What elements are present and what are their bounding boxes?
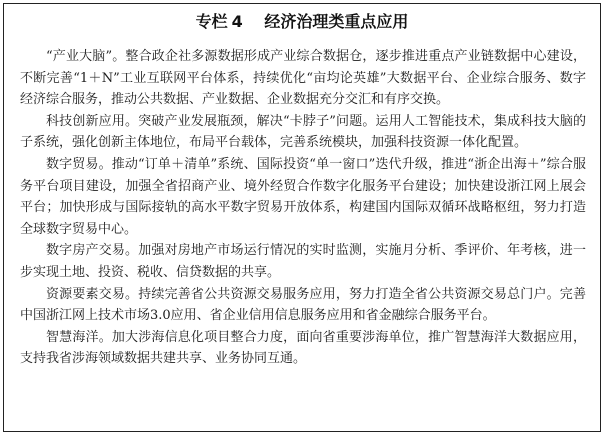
paragraph-digital-trade: 数字贸易。推动“订单＋清单”系统、国际投资“单一窗口”迭代升级，推进“浙企出海＋”综合服务平台项目建设，加强全省招商产业、境外经贸合作数字化服务平台建设；加快建设浙江网上展会平台；加快形成与国际接轨的高水平数字贸易开放体系，构建国内国际双循环战略枢纽，努力打造全球数字贸易中心。 bbox=[20, 156, 586, 237]
paragraph-digital-real-estate: 数字房产交易。加强对房地产市场运行情况的实时监测，实施月分析、季评价、年考核，进一步实现土地、投资、税收、信贷数据的共享。 bbox=[20, 243, 586, 280]
paragraph-tech-innovation: 科技创新应用。突破产业发展瓶颈，解决“卡脖子”问题。运用人工智能技术，集成科技大脑的子系统，强化创新主体地位，布局平台载体，完善系统模块，加强科技资源一体化配置。 bbox=[20, 113, 586, 151]
box-content bbox=[20, 46, 586, 370]
box-title bbox=[4, 11, 600, 33]
paragraph-resource-trading: 资源要素交易。持续完善省公共资源交易服务应用，努力打造全省公共资源交易总门户。完善中国浙江网上技术市场3.0应用、省企业信用信息服务应用和省金融综合服务平台。 bbox=[20, 286, 586, 324]
title-prefix: 专栏 bbox=[195, 12, 228, 31]
paragraph-smart-ocean: 智慧海洋。加大涉海信息化项目整合力度，面向省重要涉海单位，推广智慧海洋大数据应用，支持我省涉海领域数据共建共享、业务协同互通。 bbox=[20, 329, 586, 367]
paragraph-industry-brain: “产业大脑”。整合政企社多源数据形成产业综合数据仓，逐步推进重点产业链数据中心建设，不断完善“1＋N”工业互联网平台体系，持续优化“亩均论英雄”大数据平台、企业综合服务、数字经济综合服务，推动公共数据、产业数据、企业数据充分交汇和有序交换。 bbox=[20, 49, 586, 108]
feature-box bbox=[3, 3, 601, 432]
title-text: 经济治理类重点应用 bbox=[264, 12, 409, 31]
title-number: 4 bbox=[231, 12, 243, 31]
